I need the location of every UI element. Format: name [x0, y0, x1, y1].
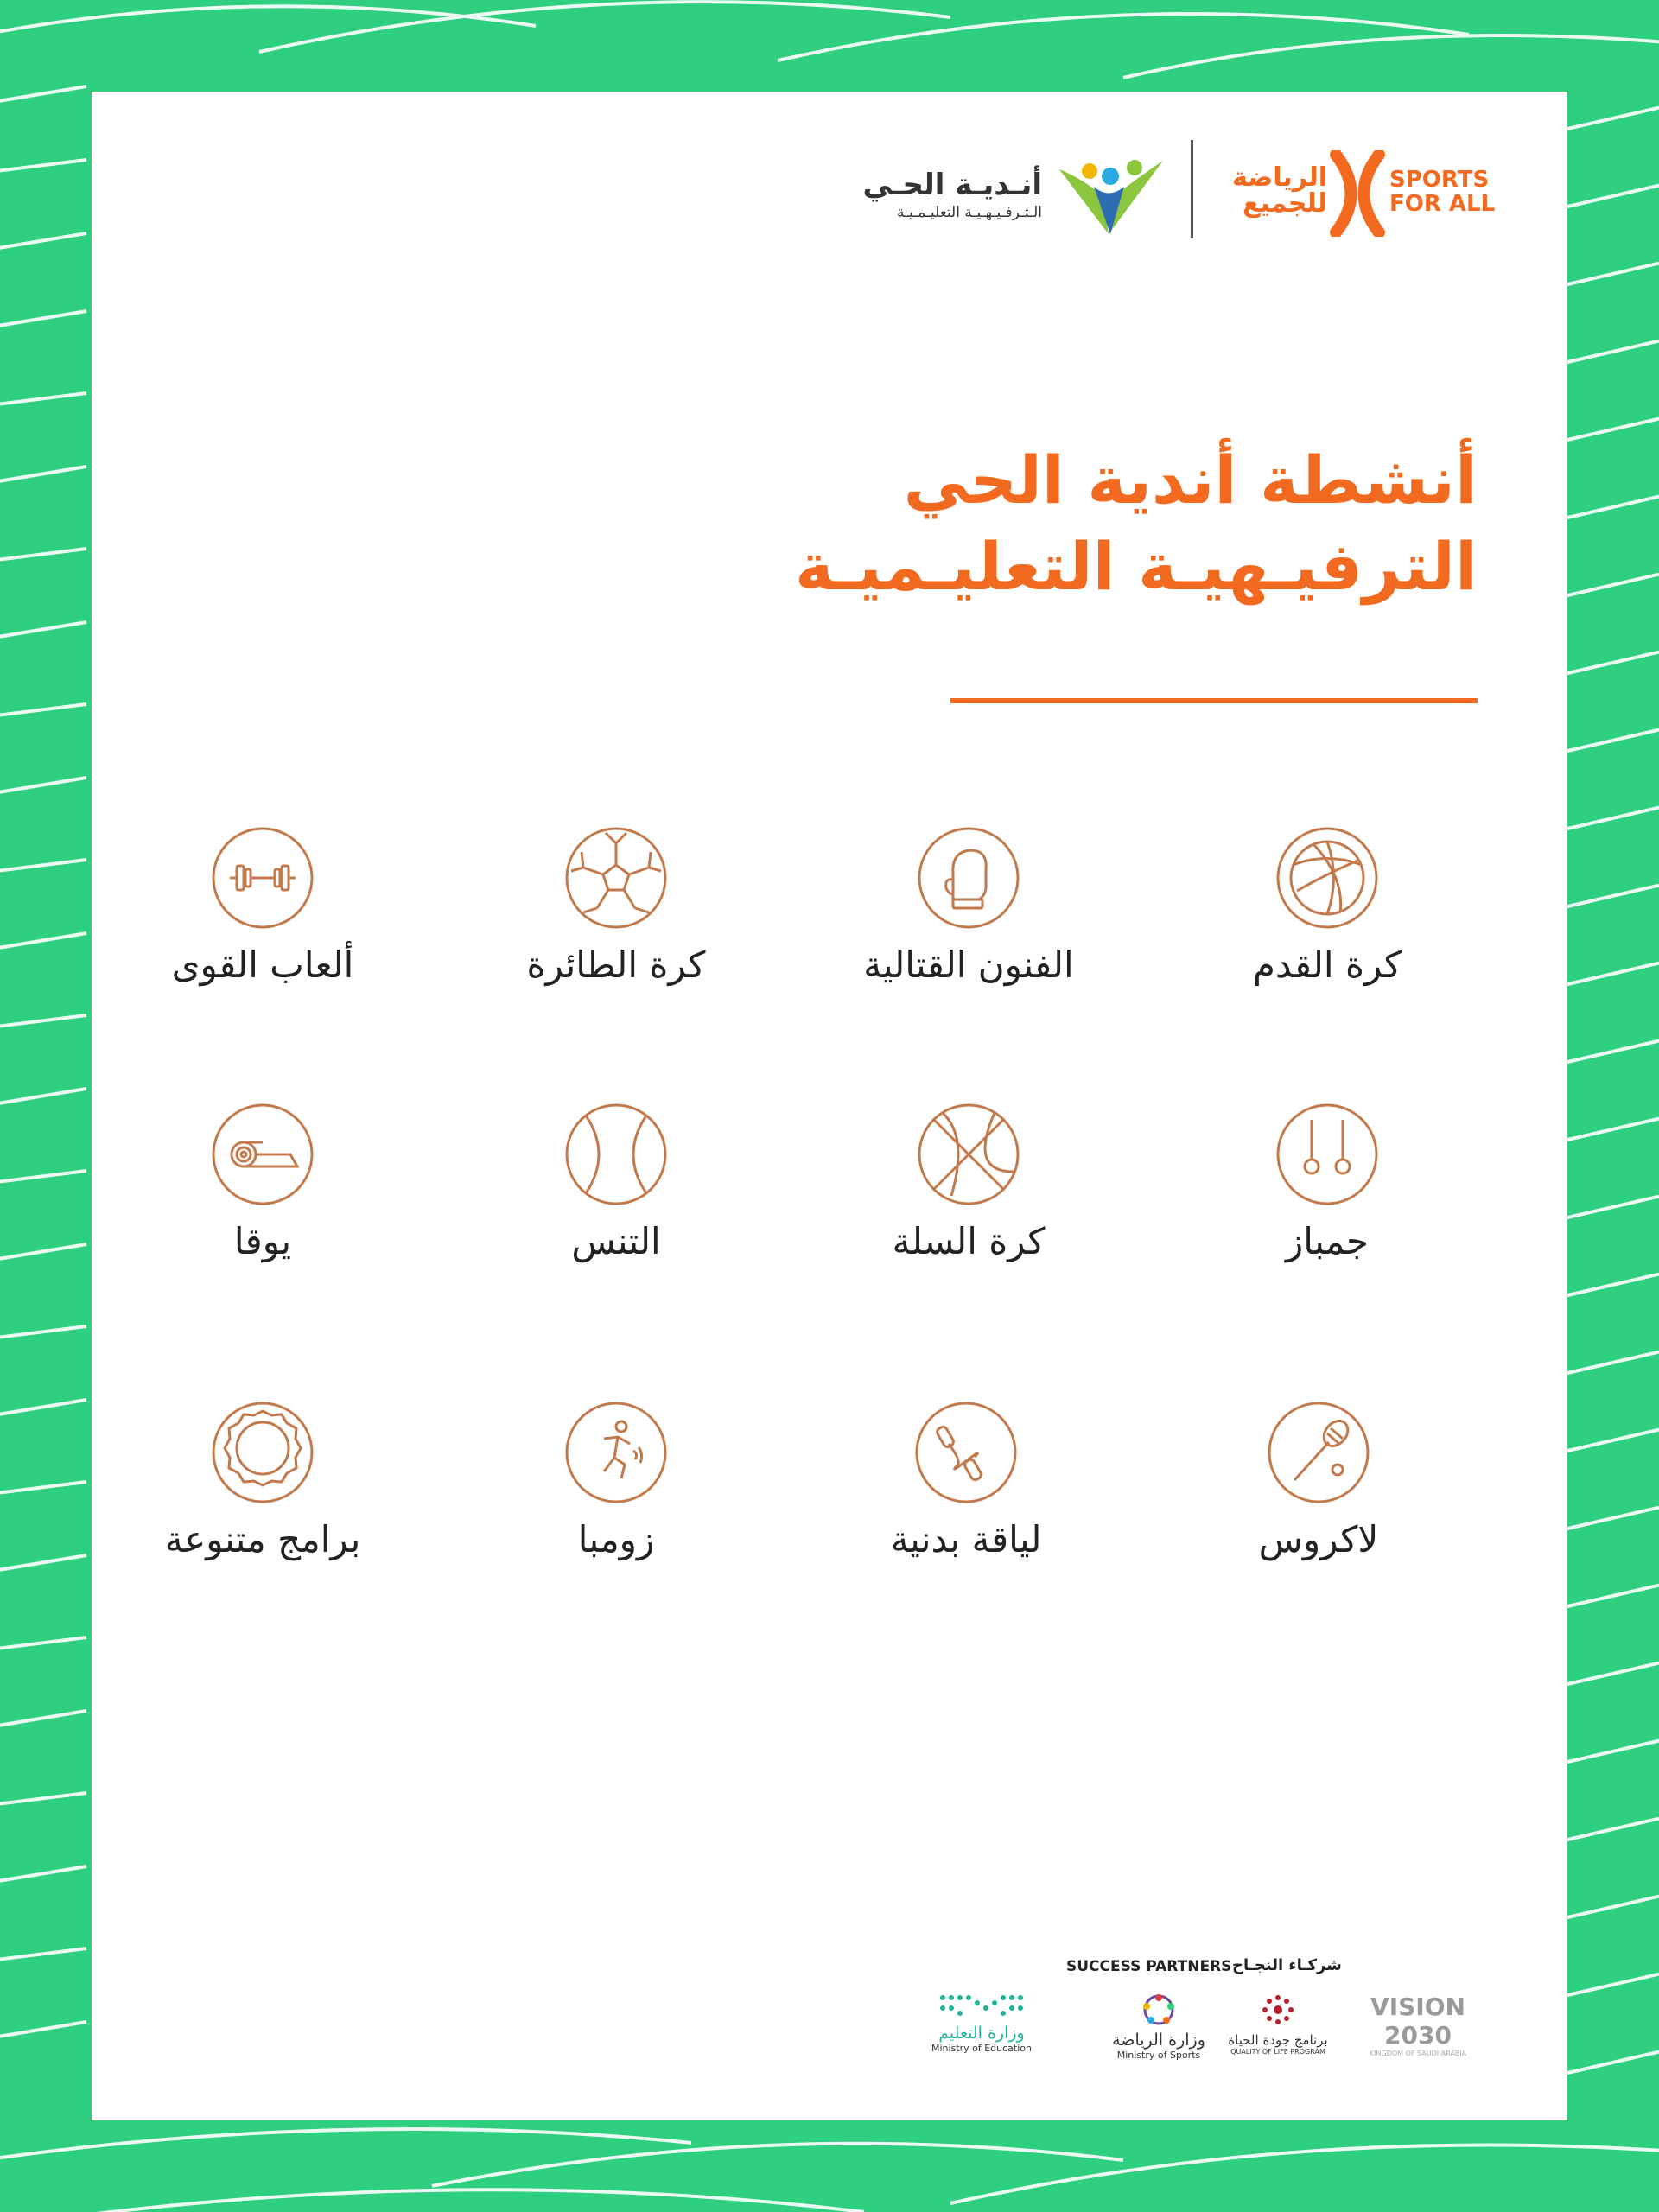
quality-of-life-emblem-icon: [1256, 1993, 1300, 2029]
dancer-icon: [564, 1401, 668, 1504]
boxing-glove-icon: [917, 826, 1020, 930]
yoga-mat-icon: [211, 1103, 315, 1206]
logo-divider: [1191, 140, 1193, 238]
activity-gymnastics: [1180, 1103, 1474, 1284]
activity-zumba: [469, 1401, 763, 1582]
lacrosse-stick-icon: [1267, 1401, 1370, 1504]
ministry-sports-emblem-icon: [1137, 1993, 1180, 2027]
neighborhood-clubs-title: أنـديـة الحـي: [862, 168, 1042, 202]
volleyball-icon: [1275, 826, 1379, 930]
activity-basketball: [822, 1103, 1116, 1284]
title-underline: [950, 698, 1478, 703]
activity-label: كرة السلة: [892, 1220, 1046, 1262]
page-title-line-1: أنشطة أندية الحي: [903, 442, 1478, 518]
activity-label: كرة القدم: [1252, 944, 1402, 986]
activity-football: [1180, 826, 1474, 1007]
ministry-of-education-logo: وزارة التعليم Ministry of Education: [921, 1991, 1042, 2054]
activity-label: زومبا: [577, 1518, 655, 1560]
activity-label: لياقة بدنية: [890, 1518, 1042, 1560]
activity-label: كرة الطائرة: [526, 944, 706, 986]
activity-various-programs: [116, 1401, 410, 1582]
badge-icon: [211, 1401, 315, 1504]
partners-heading-en: SUCCESS PARTNERS: [1066, 1958, 1232, 1975]
tennis-ball-icon: [564, 1103, 668, 1206]
basketball-icon: [917, 1103, 1020, 1206]
page-title-line-2: الترفيـهيـة التعليـميـة: [795, 528, 1478, 605]
dumbbell-icon: [211, 826, 315, 930]
activity-volleyball: [469, 826, 763, 1007]
activity-label: يوقا: [233, 1220, 292, 1262]
activity-athletics: [116, 826, 410, 1007]
neighborhood-clubs-subtitle: الـتـرفـيـهـيـة التعليـمـيـة: [896, 204, 1042, 221]
activity-yoga: [116, 1103, 410, 1284]
vision-2030-logo: VISION 2030 KINGDOM OF SAUDI ARABIA: [1369, 1993, 1467, 2057]
activity-label: برامج متنوعة: [164, 1518, 361, 1560]
neighborhood-clubs-logo-icon: [1055, 152, 1167, 238]
activity-label: لاكروس: [1258, 1518, 1379, 1560]
sports-for-all-english: SPORTS FOR ALL: [1389, 167, 1496, 217]
poster-card: [92, 92, 1567, 2120]
header-logos: [92, 92, 1567, 316]
activity-lacrosse: [1172, 1401, 1465, 1582]
quality-of-life-logo: برنامج جودة الحياة QUALITY OF LIFE PROGRAM: [1222, 1993, 1334, 2056]
activity-fitness: [819, 1401, 1113, 1582]
jump-rope-icon: [914, 1401, 1018, 1504]
activity-label: التنس: [571, 1220, 661, 1262]
activity-label: ألعاب القوى: [171, 944, 354, 986]
gymnastic-rings-icon: [1275, 1103, 1379, 1206]
soccer-ball-icon: [564, 826, 668, 930]
education-dots-icon: [934, 1991, 1029, 2020]
activity-tennis: [469, 1103, 763, 1284]
sports-for-all-arabic: الرياضة للجميع: [1232, 162, 1327, 219]
activity-label: جمباز: [1286, 1220, 1369, 1262]
sports-for-all-logo-icon: [1319, 150, 1396, 237]
ministry-of-sports-logo: وزارة الرياضة Ministry of Sports: [1111, 1993, 1206, 2061]
activity-label: الفنون القتالية: [863, 944, 1074, 986]
activity-martial-arts: [822, 826, 1116, 1007]
partners-heading-ar: شركـاء النجـاح: [1232, 1956, 1342, 1974]
